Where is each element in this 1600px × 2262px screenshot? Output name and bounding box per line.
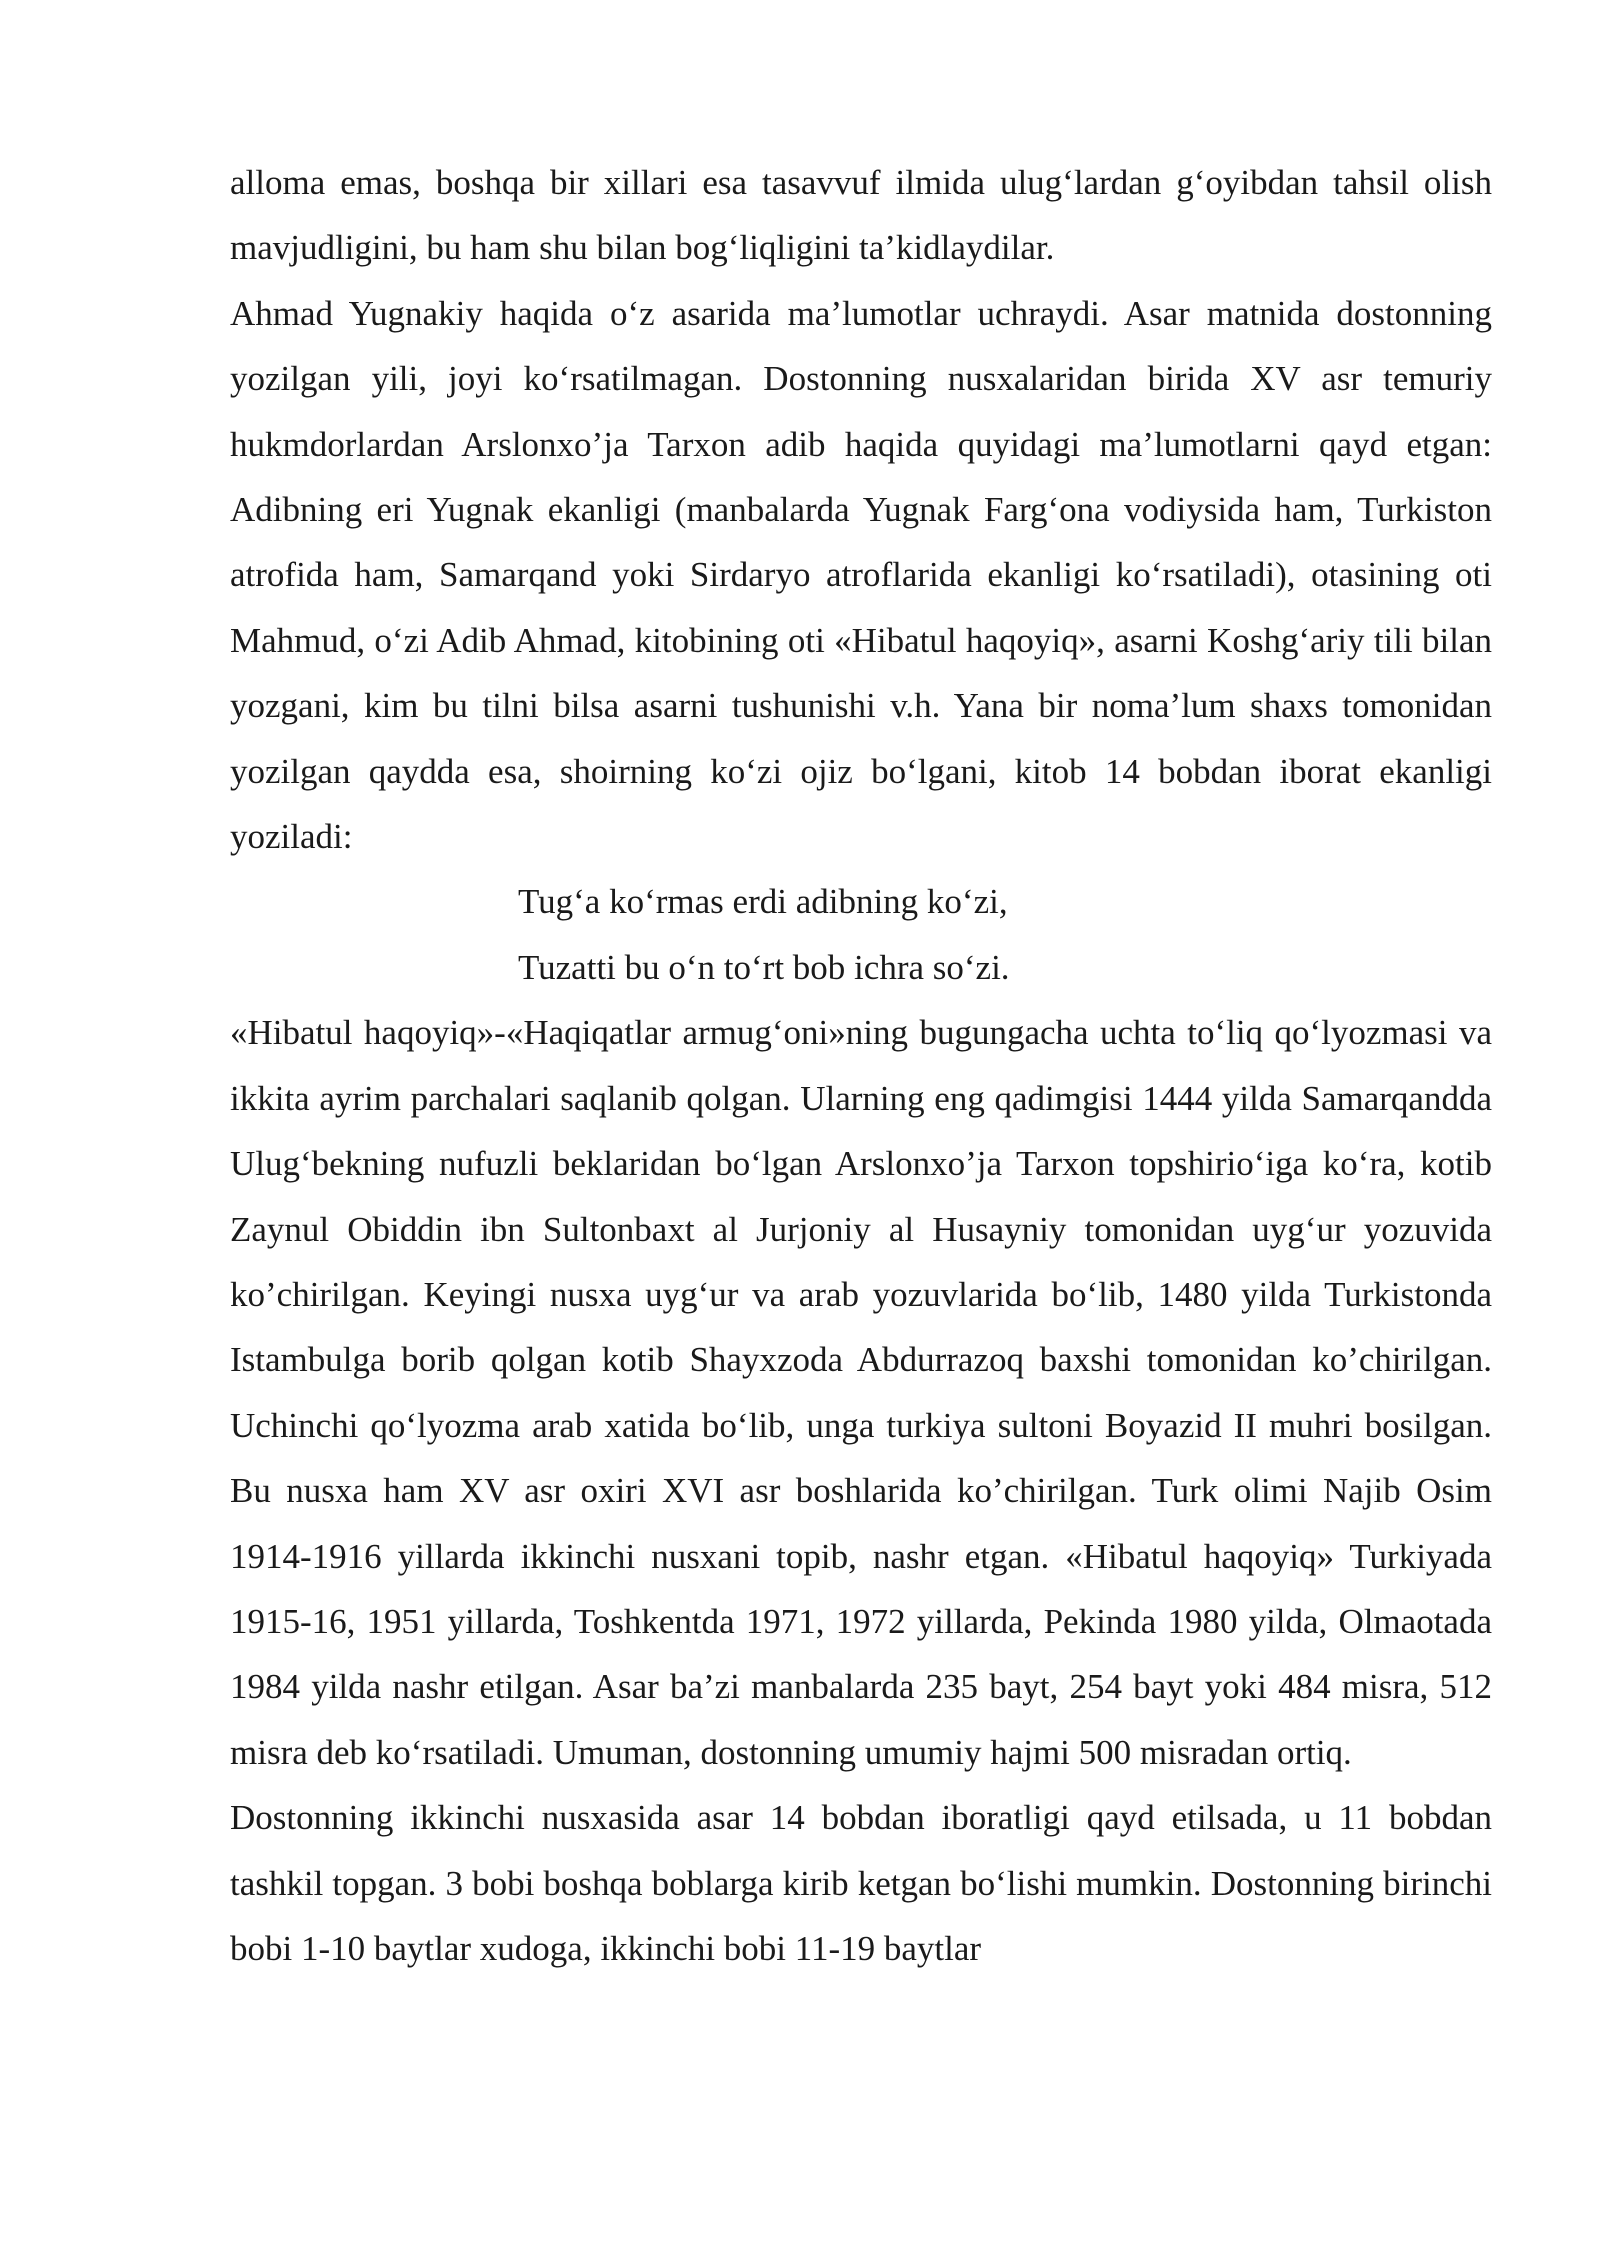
paragraph-3: «Hibatul haqoyiq»-«Haqiqatlar armug‘oni»ning bugungacha uchta to‘liq qo‘lyozmasi va ikkita ayrim parchalari saqlanib qolgan. Ularning eng qadimgisi 1444 yilda Samarqandda Ulug‘bekning nufuzli beklaridan bo‘lgan Arslonxo’ja Tarxon topshirio‘iga ko‘ra, kotib Zaynul Obiddin ibn Sultonbaxt al Jurjoniy al Husayniy tomonidan uyg‘ur yozuvida ko’chirilgan. Keyingi nusxa uyg‘ur va arab yozuvlarida bo‘lib, 1480 yilda Turkistonda Istambulga borib qolgan kotib Shayxzoda Abdurrazoq baxshi tomonidan ko’chirilgan. Uchinchi qo‘lyozma arab xatida bo‘lib, unga turkiya sultoni Boyazid II muhri bosilgan. Bu nusxa ham XV asr oxiri XVI asr boshlarida ko’chirilgan. Turk olimi Najib Osim 1914-1916 yillarda ikkinchi nusxani topib, nashr etgan. «Hibatul haqoyiq» Turkiyada 1915-16, 1951 yillarda, Toshkentda 1971, 1972 yillarda, Pekinda 1980 yilda, Olmaotada 1984 yilda nashr etilgan. Asar ba’zi manbalarda 235 bayt, 254 bayt yoki 484 misra, 512 misra deb ko‘rsatiladi. Umuman, dostonning umumiy hajmi 500 misradan ortiq. [230, 1013, 1492, 1772]
document-body [230, 150, 1492, 1981]
paragraph-2: Ahmad Yugnakiy haqida o‘z asarida ma’lumotlar uchraydi. Asar matnida dostonning yozilgan yili, joyi ko‘rsatilmagan. Dostonning nusxalaridan birida XV asr temuriy hukmdorlardan Arslonxo’ja Tarxon adib haqida quyidagi ma’lumotlarni qayd etgan: Adibning eri Yugnak ekanligi (manbalarda Yugnak Farg‘ona vodiysida ham, Turkiston atrofida ham, Samarqand yoki Sirdaryo atroflarida ekanligi ko‘rsatiladi), otasining oti Mahmud, o‘zi Adib Ahmad, kitobining oti «Hibatul haqoyiq», asarni Koshg‘ariy tili bilan yozgani, kim bu tilni bilsa asarni tushunishi v.h. Yana bir noma’lum shaxs tomonidan yozilgan qaydda esa, shoirning ko‘zi ojiz bo‘lgani, kitob 14 bobdan iborat ekanligi yoziladi: [230, 293, 1492, 857]
paragraph-1: alloma emas, boshqa bir xillari esa tasavvuf ilmida ulug‘lardan g‘oyibdan tahsil olish mavjudligini, bu ham shu bilan bog‘liqligini ta’kidlaydilar. [230, 163, 1492, 268]
paragraph-4: Dostonning ikkinchi nusxasida asar 14 bobdan iboratligi qayd etilsada, u 11 bobdan tashkil topgan. 3 bobi boshqa boblarga kirib ketgan bo‘lishi mumkin. Dostonning birinchi bobi 1-10 baytlar xudoga, ikkinchi bobi 11-19 baytlar [230, 1798, 1492, 1968]
verse-line-2: Tuzatti bu o‘n to‘rt bob ichra so‘zi. [518, 947, 1010, 987]
verse-line-1: Tug‘a ko‘rmas erdi adibning ko‘zi, [518, 882, 1008, 922]
